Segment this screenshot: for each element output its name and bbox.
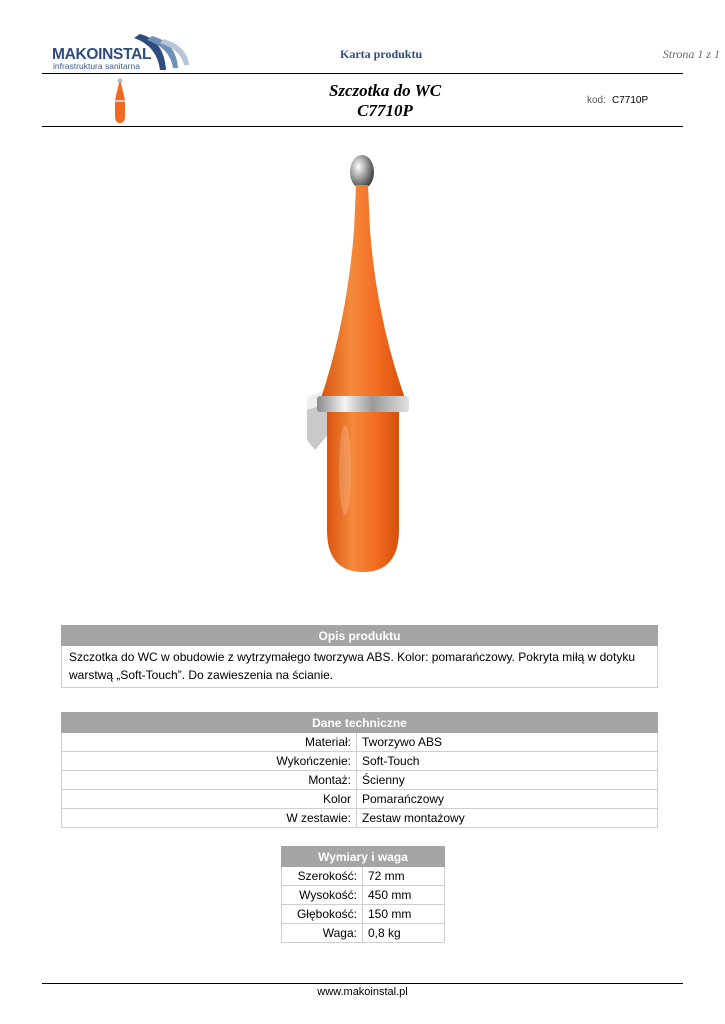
logo-tagline: infrastruktura sanitarna — [53, 61, 140, 71]
tech-heading: Dane techniczne — [62, 713, 658, 733]
table-row — [62, 733, 658, 752]
tech-value: Ścienny — [357, 771, 658, 790]
dimension-label: Wysokość: — [282, 886, 363, 905]
description-table — [61, 625, 658, 688]
document-type: Karta produktu — [340, 47, 423, 61]
dimension-value: 72 mm — [363, 867, 445, 886]
table-row — [62, 771, 658, 790]
product-title-line2: C7710P — [357, 101, 413, 120]
tech-value: Pomarańczowy — [357, 790, 658, 809]
tech-label: Wykończenie: — [62, 752, 357, 771]
product-code-label: kod: — [587, 95, 606, 106]
footer-url[interactable]: www.makoinstal.pl — [317, 986, 408, 998]
product-code: C7710P — [612, 95, 649, 106]
tech-label: Kolor — [62, 790, 357, 809]
dimensions-table — [281, 846, 445, 943]
header-divider — [42, 73, 683, 74]
tech-label: Materiał: — [62, 733, 357, 752]
tech-label: Montaż: — [62, 771, 357, 790]
table-row — [282, 867, 445, 886]
tech-table — [61, 712, 658, 828]
dimension-label: Szerokość: — [282, 867, 363, 886]
dimension-label: Waga: — [282, 924, 363, 943]
table-row — [282, 886, 445, 905]
product-title-line1: Szczotka do WC — [328, 81, 442, 100]
product-title — [300, 81, 470, 121]
description-heading: Opis produktu — [62, 626, 658, 646]
footer-divider — [42, 983, 683, 984]
table-row — [62, 809, 658, 828]
table-row — [62, 752, 658, 771]
product-image — [285, 140, 445, 590]
title-divider — [42, 126, 683, 127]
product-thumbnail — [110, 78, 130, 124]
page-number: Strona 1 z 1 — [662, 47, 720, 61]
table-row — [282, 924, 445, 943]
description-text: Szczotka do WC w obudowie z wytrzymałego tworzywa ABS. Kolor: pomarańczowy. Pokryta miłą w dotyku warstwą „Soft-Touch”. Do zawieszenia na ścianie. — [62, 646, 658, 688]
tech-label: W zestawie: — [62, 809, 357, 828]
dimension-value: 150 mm — [363, 905, 445, 924]
tech-value: Soft-Touch — [357, 752, 658, 771]
dimension-value: 450 mm — [363, 886, 445, 905]
dimension-value: 0,8 kg — [363, 924, 445, 943]
dimensions-heading: Wymiary i waga — [282, 847, 445, 867]
tech-value: Zestaw montażowy — [357, 809, 658, 828]
tech-value: Tworzywo ABS — [357, 733, 658, 752]
table-row — [62, 790, 658, 809]
logo-name: MAKOINSTAL — [52, 46, 152, 63]
table-row — [282, 905, 445, 924]
dimension-label: Głębokość: — [282, 905, 363, 924]
